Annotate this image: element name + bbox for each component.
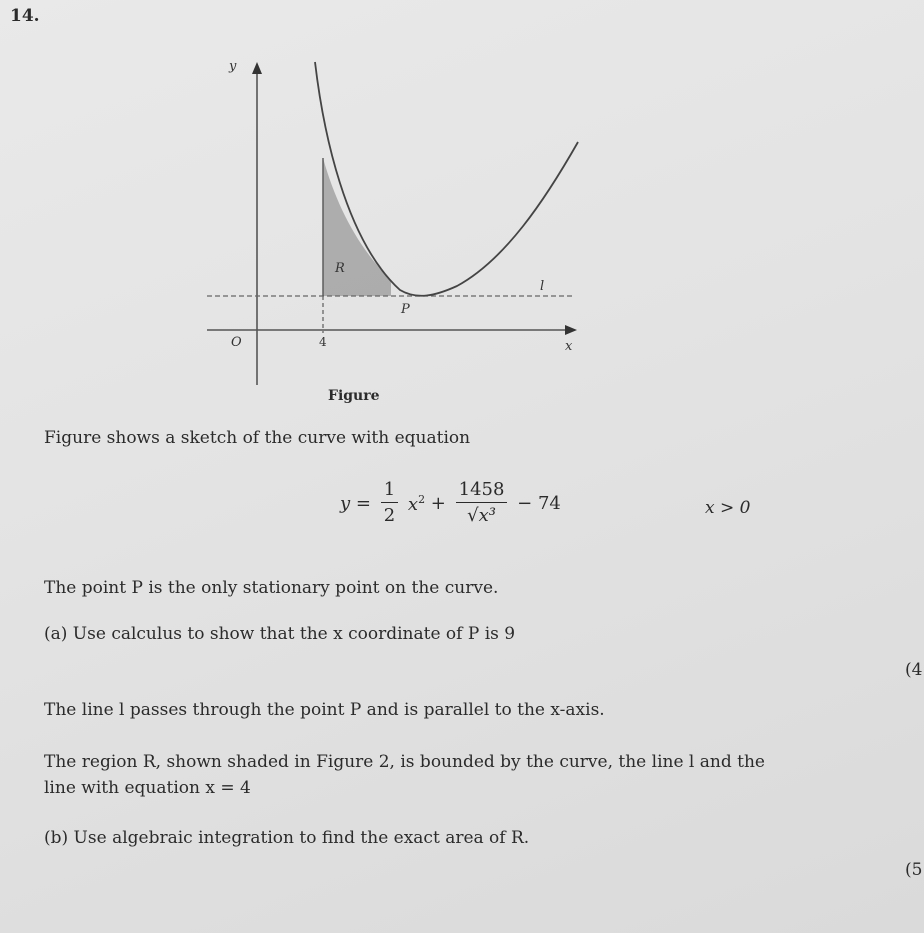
point-label: P — [401, 302, 410, 317]
curve-equation — [340, 478, 561, 548]
eq-fraction-1458 — [456, 478, 508, 529]
x-axis-label: x — [565, 339, 573, 354]
marks-part-a: (4 — [905, 660, 923, 680]
eq-tail: − 74 — [517, 493, 561, 514]
y-axis-label: y — [229, 59, 237, 74]
eq-x-squared — [408, 493, 425, 515]
line-l-text: The line l passes through the point P and is parallel to the x-axis. — [44, 700, 605, 720]
eq-fraction-half — [381, 478, 398, 529]
stationary-point-text: The point P is the only stationary point on the curve. — [44, 578, 499, 598]
region-text-line-2: line with equation x = 4 — [44, 778, 251, 798]
eq-exponent: 2 — [418, 492, 426, 506]
part-a-text: (a) Use calculus to show that the x coordinate of P is 9 — [44, 624, 516, 644]
eq-frac1-num: 1 — [381, 478, 398, 503]
domain-condition: x > 0 — [705, 498, 751, 518]
line-label: l — [540, 279, 545, 294]
region-label: R — [335, 261, 345, 276]
x-tick-label: 4 — [319, 335, 327, 349]
eq-frac1-den: 2 — [383, 505, 396, 526]
eq-plus: + — [430, 493, 446, 514]
marks-part-b: (5 — [905, 860, 923, 880]
figure-caption: Figure — [328, 388, 380, 404]
origin-label: O — [231, 335, 242, 350]
eq-x: x — [407, 493, 419, 515]
eq-y: y = — [340, 493, 371, 514]
x-axis-arrow — [565, 325, 577, 335]
eq-frac2-num: 1458 — [456, 478, 508, 503]
y-axis-arrow — [252, 62, 262, 74]
part-b-text: (b) Use algebraic integration to find the exact area of R. — [44, 828, 530, 848]
question-number: 14. — [10, 6, 40, 26]
figure-sketch — [195, 50, 595, 395]
intro-text: Figure shows a sketch of the curve with equation — [44, 428, 471, 448]
region-text-line-1: The region R, shown shaded in Figure 2, is bounded by the curve, the line l and the — [44, 752, 765, 772]
eq-frac2-den: √x³ — [467, 505, 496, 526]
